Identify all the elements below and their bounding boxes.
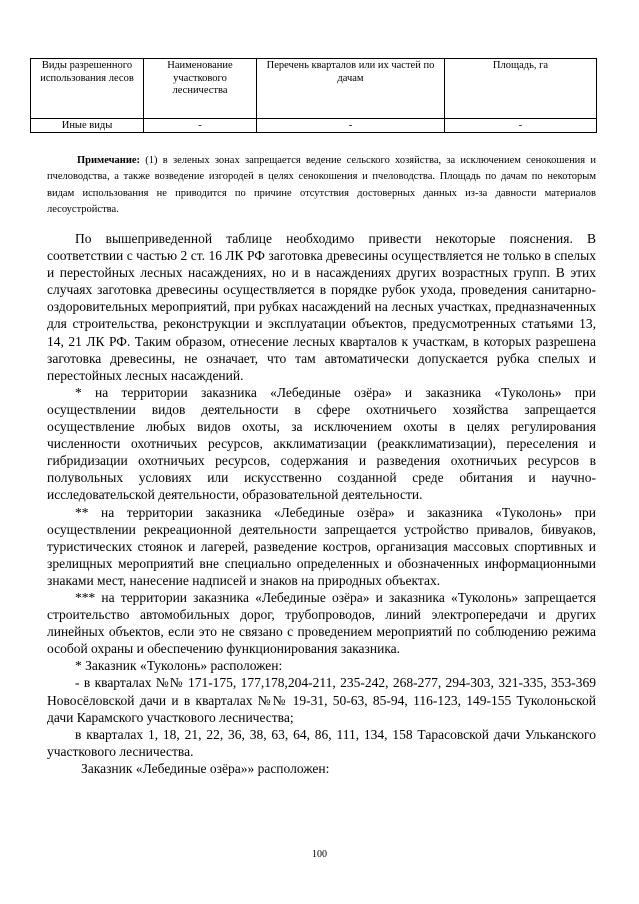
paragraph: По вышеприведенной таблице необходимо привести некоторые пояснения. В соответствии с частью 2 ст. 16 ЛК РФ заготовка древесины осуществляется не только в спелых и перестойных лесных насаждениях, но и в насаждениях других возрастных групп. В этих случаях заготовка древесины осуществляется в порядке рубок ухода, проведения санитарно-оздоровительных мероприятий, при рубках насаждений на лесных участках, предназначенных для строительства, реконструкции и эксплуатации объектов, предусмотренных статьями 13, 14, 21 ЛК РФ. Таким образом, отнесение лесных кварталов к участкам, в которых разрешена заготовка древесины, не означает, что там автоматически допускается рубка спелых и перестойных лесных насаждений. xyxy=(47,231,596,383)
land-use-table xyxy=(30,58,597,133)
table-note xyxy=(47,153,596,219)
cell-use-type: Иные виды xyxy=(31,119,144,133)
cell-area: - xyxy=(445,119,597,133)
note-label: Примечание: xyxy=(77,155,141,166)
header-area: Площадь, га xyxy=(445,59,597,119)
paragraph: в кварталах 1, 18, 21, 22, 36, 38, 63, 64, 86, 111, 134, 158 Тарасовской дачи Ульканского участкового лесничества. xyxy=(47,726,596,759)
paragraph: *** на территории заказника «Лебединые озёра» и заказника «Туколонь» запрещается строительство автомобильных дорог, трубопроводов, линий электропередачи и других линейных объектов, если это не связано с проведением мероприятий по соблюдению режима особой охраны и обеспечению функционирования заказника. xyxy=(47,589,596,657)
note-text: (1) в зеленых зонах запрещается ведение сельского хозяйства, за исключением сенокошения и пчеловодства, а также возведение изгородей в целях сенокошения и пчеловодства. Площадь по дачам по некоторым видам использования не приводится по причине отсутствия достоверных данных из-за давности материалов лесоустройства. xyxy=(47,155,596,216)
header-use-type: Виды разрешенного использования лесов xyxy=(31,59,144,119)
paragraph: * Заказник «Туколонь» расположен: xyxy=(75,658,283,674)
paragraph: * на территории заказника «Лебединые озёра» и заказника «Туколонь» при осуществлении видов деятельности в сфере охотничьего хозяйства запрещается осуществление любых видов охоты, за исключением охоты в целях регулирования численности охотничьих ресурсов, акклиматизации (реакклиматизации), переселения и гибридизации охотничьих ресурсов, содержания и разведения охотничьих ресурсов в полувольных условиях или искусственно созданной среде обитания и научно-исследовательской деятельности, образовательной деятельности. xyxy=(47,384,596,503)
paragraph: ** на территории заказника «Лебединые озёра» и заказника «Туколонь» при осуществлении рекреационной деятельности запрещается устройство привалов, бивуаков, туристических стоянок и лагерей, разведение костров, организация массовых спортивных и зрелищных мероприятий вне специально определенных и обозначенных информационными знаками мест, нанесение надписей и знаков на природных объектах. xyxy=(47,504,596,588)
header-forestry-name: Наименование участкового лесничества xyxy=(144,59,257,119)
cell-quarters-list: - xyxy=(257,119,445,133)
paragraph: Заказник «Лебединые озёра»» расположен: xyxy=(81,760,330,776)
cell-forestry-name: - xyxy=(144,119,257,133)
table-row xyxy=(31,119,597,133)
header-quarters-list: Перечень кварталов или их частей по дачам xyxy=(257,59,445,119)
body-text xyxy=(47,230,596,777)
page-number: 100 xyxy=(312,849,327,860)
paragraph: - в кварталах №№ 171-175, 177,178,204-211, 235-242, 268-277, 294-303, 321-335, 353-369 Новосёловской дачи и в кварталах №№ 19-31, 50-63, 85-94, 116-123, 149-155 Туколоньской дачи Карамского участкового лесничества; xyxy=(47,675,596,725)
